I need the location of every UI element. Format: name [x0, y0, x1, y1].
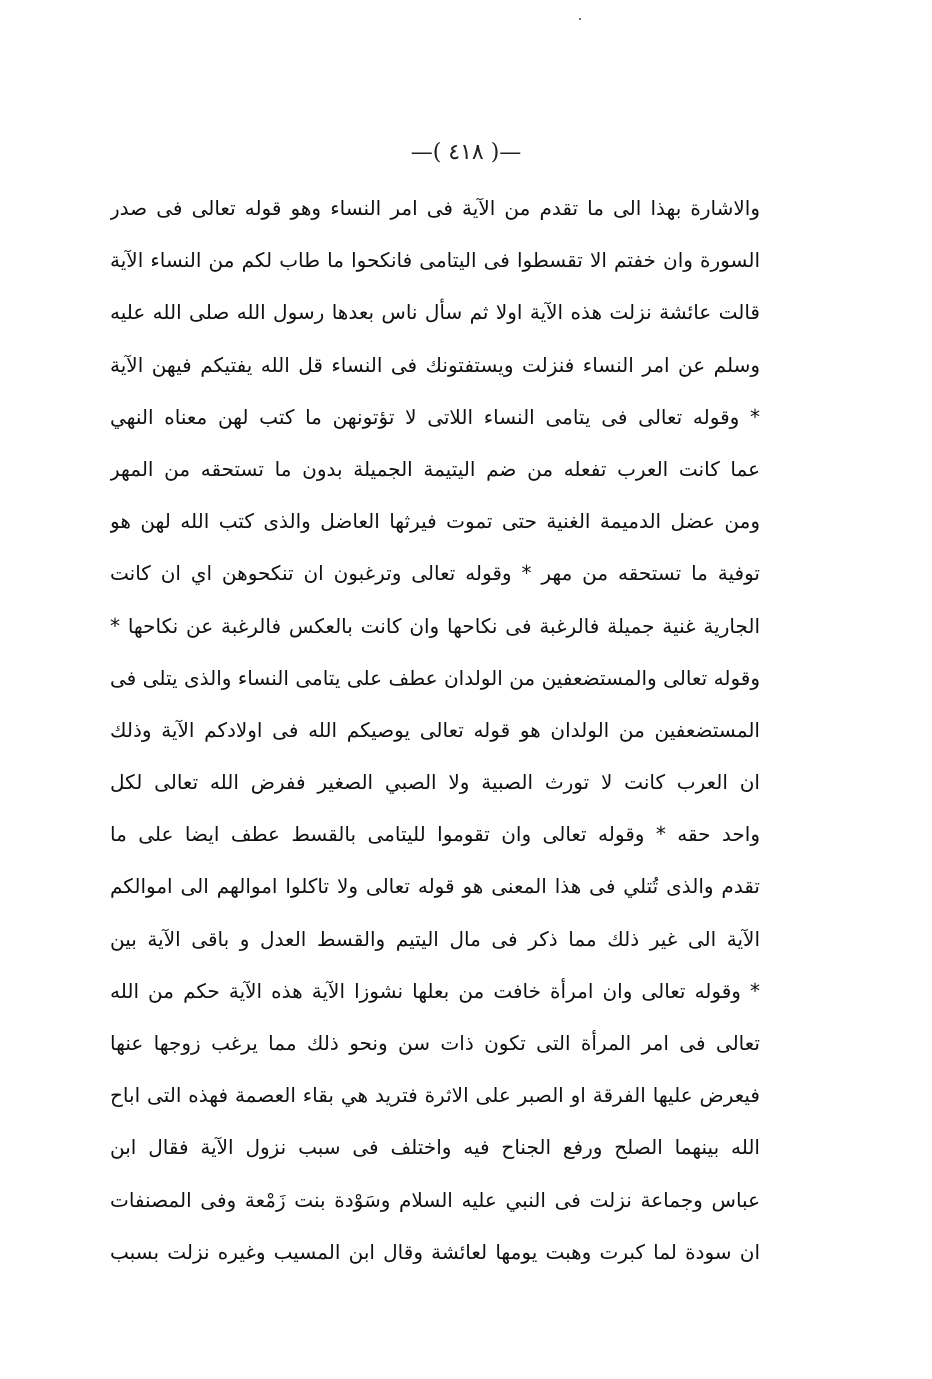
- text-line: وسلم عن امر النساء فنزلت ويستفتونك فى النساء قل الله يفتيكم فيهن الآية: [110, 352, 760, 377]
- text-line: عما كانت العرب تفعله من ضم اليتيمة الجميلة بدون ما تستحقه من المهر: [110, 456, 760, 481]
- text-line: ومن عضل الدميمة الغنية حتى تموت فيرثها العاضل والذى كتب الله لهن هو: [110, 509, 760, 534]
- text-line: * وقوله تعالى فى يتامى النساء اللاتى لا تؤتونهن ما كتب لهن معناه النهي: [110, 404, 760, 429]
- text-line: السورة وان خفتم الا تقسطوا فى اليتامى فانكحوا ما طاب لكم من النساء الآية: [110, 248, 760, 273]
- text-line: والاشارة بهذا الى ما تقدم من الآية فى امر النساء وهو قوله تعالى فى صدر: [110, 196, 760, 220]
- page-number: —( ٤١٨ )—: [410, 140, 522, 165]
- text-line: عباس وجماعة نزلت فى النبي عليه السلام وسَوْدة بنت زَمْعة وفى المصنفات: [110, 1187, 760, 1212]
- text-line: الله بينهما الصلح ورفع الجناح فيه واختلف فى سبب نزول الآية فقال ابن: [110, 1135, 760, 1160]
- ink-speck: [579, 18, 581, 20]
- text-line: قالت عائشة نزلت هذه الآية اولا ثم سأل ناس بعدها رسول الله صلى الله عليه: [110, 300, 760, 325]
- text-line: تقدم والذى تُتلي فى هذا المعنى هو قوله تعالى ولا تاكلوا اموالهم الى اموالكم: [110, 874, 760, 899]
- text-line: * وقوله تعالى وان امرأة خافت من بعلها نشوزا الآية هذه الآية حكم من الله: [110, 978, 760, 1003]
- text-line: واحد حقه * وقوله تعالى وان تقوموا لليتامى بالقسط عطف ايضا على ما: [110, 822, 760, 847]
- body-text: [110, 182, 760, 1278]
- text-line: فيعرض عليها الفرقة او الصبر على الاثرة فتريد هي بقاء العصمة فهذه التى اباح: [110, 1083, 760, 1108]
- text-line: الجارية غنية جميلة فالرغبة فى نكاحها وان كانت بالعكس فالرغبة عن نكاحها *: [110, 613, 760, 638]
- text-line: المستضعفين من الولدان هو قوله تعالى يوصيكم الله فى اولادكم الآية وذلك: [110, 717, 760, 742]
- text-line: ان العرب كانت لا تورث الصبية ولا الصبي الصغير ففرض الله تعالى لكل: [110, 770, 760, 795]
- text-line: تعالى فى امر المرأة التى تكون ذات سن ونحو ذلك مما يرغب زوجها عنها: [110, 1031, 760, 1055]
- text-line: توفية ما تستحقه من مهر * وقوله تعالى وترغبون ان تنكحوهن اي ان كانت: [110, 561, 760, 586]
- text-line: ان سودة لما كبرت وهبت يومها لعائشة وقال ابن المسيب وغيره نزلت بسبب: [110, 1239, 760, 1264]
- text-line: وقوله تعالى والمستضعفين من الولدان عطف على يتامى النساء والذى يتلى فى: [110, 665, 760, 690]
- text-line: الآية الى غير ذلك مما ذكر فى مال اليتيم والقسط العدل و باقى الآية بين: [110, 926, 760, 951]
